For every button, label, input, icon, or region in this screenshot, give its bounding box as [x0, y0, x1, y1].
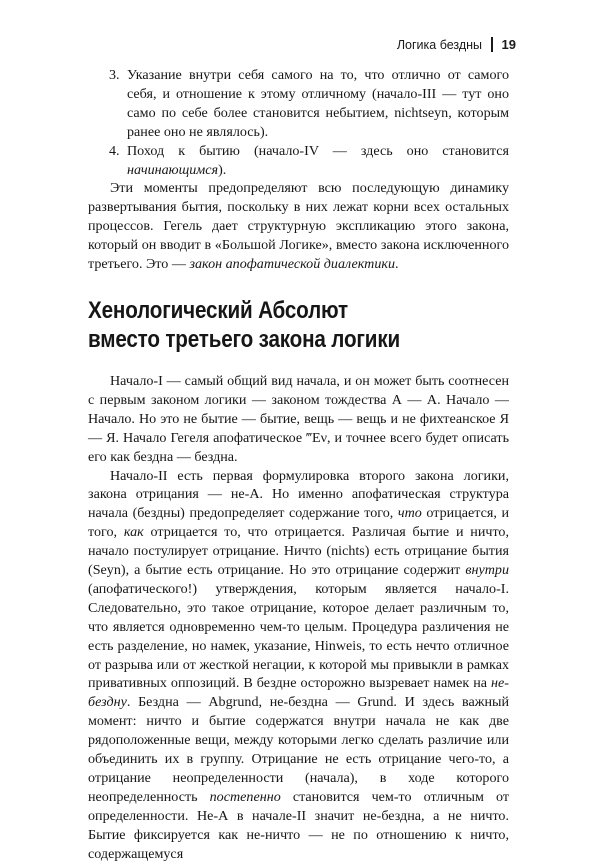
running-title: Логика бездны: [396, 37, 483, 52]
section-heading: [88, 296, 450, 354]
text-run: . Бездна — Abgrund, не-бездна — Grund. И здесь важный момент: ничто и бытие содержатся внутри начала не как две рядоположенные вещи, между которыми легко сделать различие или объединить их в группу. Отрицание не есть отрицание чего-то, а отрицание неопределенности (начала), в ходе которого неопределенность: [88, 694, 509, 805]
list-item-number: 3.: [109, 67, 120, 83]
numbered-list: [88, 66, 509, 179]
running-header: [397, 37, 516, 52]
italic-text: не-бездну: [88, 675, 509, 711]
text-run: (апофатического!) утверждения, которым является начало-I. Следовательно, это такое отрицание, которое делает различным то, что является одновременно чем-то целым. Процедура различения не есть разделение, но намек, указание, Hinweis, то есть нечто отличное от разрыва или от жесткой негации, к которой мы привыкли в рамках привативных оппозиций. В бездне осторожно вызревает намек на: [88, 580, 509, 692]
list-item-number: 4.: [109, 142, 120, 159]
list-item-text: [127, 142, 509, 180]
heading-line: вместо третьего закона логики: [88, 325, 400, 353]
text-run: .: [395, 256, 399, 273]
list-item: [88, 66, 509, 142]
header-separator: [491, 37, 493, 52]
page-body: [88, 66, 509, 864]
intro-paragraph: [88, 179, 509, 274]
list-item: [88, 142, 509, 180]
text-run: Поход к бытию (начало-IV — здесь оно становится: [127, 142, 509, 159]
text-run: ).: [218, 161, 227, 178]
italic-text: что: [397, 505, 422, 522]
text-run: отрицается то, что отрицается. Различая бытие и ничто, начало постулирует отрицание. Ничто (nichts) есть отрицание бытия (Seyn), а бытие есть отрицание. Но это отрицание содержит: [88, 524, 510, 579]
list-item-text: Указание внутри себя самого на то, что отлично от самого себя, и отношение к этому отличному (начало-III — тут оно само по себе более становится небытием, nichtseyn, которым ранее оно не являлось).: [127, 67, 509, 140]
text-run: Начало-II есть первая формулировка второго закона логики, закона отрицания — не-А. Но именно апофатическая структура начала (бездны) предопределяет содержание того,: [88, 467, 509, 522]
body-paragraph: [88, 467, 509, 864]
text-run: Эти моменты предопределяют всю последующую динамику развертывания бытия, поскольку в них лежат корни всех остальных процессов. Гегель дает структурную экспликацию этого закона, который он вводит в «Большой Логике», вместо закона исключенного третьего. Это —: [88, 180, 509, 273]
italic-text: как: [123, 524, 144, 541]
heading-line: Хенологический Абсолют: [88, 296, 348, 324]
italic-text: начинающимся: [127, 161, 219, 178]
italic-text: закон апофатической диалектики: [189, 256, 396, 273]
text-run: становится чем-то отличным от определенности. Не-А в начале-II значит не-бездна, а не ничто. Бытие фиксируется как не-ничто — не по отношению к ничто, содержащемуся: [88, 788, 509, 862]
page-number: 19: [501, 37, 516, 52]
italic-text: внутри: [465, 562, 509, 579]
italic-text: постепенно: [209, 788, 281, 805]
body-paragraph: Начало-I — самый общий вид начала, и он может быть соотнесен с первым законом логики — законом тождества А — А. Начало — Начало. Но это не бытие — бытие, вещь — вещь и не фихтеанское Я — Я. Начало Гегеля апофатическое ‴Εν, и точнее всего будет описать его как бездна — бездна.: [88, 372, 509, 465]
text-run: отрицается, и того,: [88, 505, 509, 541]
